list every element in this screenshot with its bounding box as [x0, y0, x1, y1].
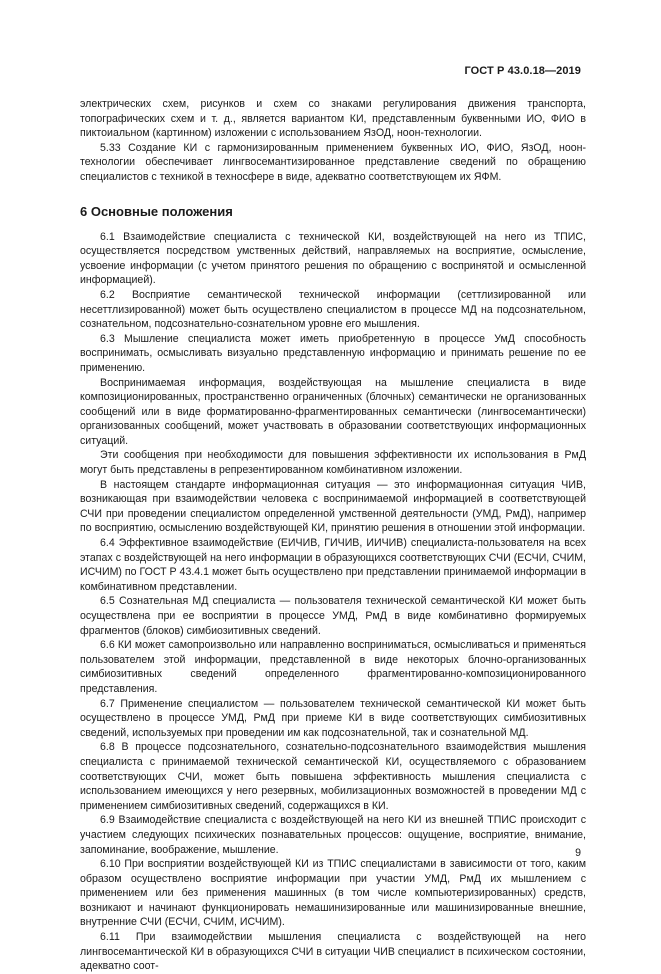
paragraph: 6.11 При взаимодействии мышления специалиста с воздействующей на него лингвосемантической КИ в образующихся СЧИ в ситуации ЧИВ специалист в психическом состоянии, адекватно соот-	[80, 931, 586, 973]
section-title: 6 Основные положения	[80, 203, 233, 219]
intro-paragraph: 5.33 Создание КИ с гармонизированным применением буквенных ИО, ФИО, ЯзОД, ноон-технологии обеспечивает лингвосемантизированное представление сведений по обращению специалистов с техникой в техносфере в виде, адекватно соответствующем их ЯФМ.	[80, 141, 586, 183]
paragraph: Воспринимаемая информация, воздействующая на мышление специалиста в виде композиционированных, пространственно ограниченных (блочных) семантически не организованных сообщений или в виде форматированно-фрагментированных семантически (лингвосемантически) организованных сообщений, может участвовать в образовании соответствующих информационных ситуаций.	[80, 376, 586, 447]
standard-header: ГОСТ Р 43.0.18—2019	[464, 65, 581, 77]
page-number: 9	[575, 847, 581, 859]
paragraph: 6.4 Эффективное взаимодействие (ЕИЧИВ, ГИЧИВ, ИИЧИВ) специалиста-пользователя на всех этапах с воздействующей на него информации в образующихся соответствующих СЧИ (ЕСЧИ, СЧИМ, ИСЧИМ) по ГОСТ Р 43.4.1 может быть осуществлено при представлении принимаемой информации в комбинативном представлении.	[80, 537, 586, 593]
paragraph: 6.1 Взаимодействие специалиста с технической КИ, воздействующей на него из ТПИС, осуществляется посредством умственных действий, направляемых на восприятие, осмысление, усвоение информации (с учетом принятого решения по обращению с воспринятой и осмысленной информацией).	[80, 230, 586, 287]
paragraph: 6.6 КИ может самопроизвольно или направленно восприниматься, осмысливаться и применяться пользователем этой информации, представленной в виде некоторых блочно-организованных симбиозитивных сведений определенного фрагментированно-композиционированного представления.	[80, 639, 586, 695]
paragraph: 6.8 В процессе подсознательного, сознательно-подсознательного взаимодействия мышления специалиста с принимаемой технической семантической КИ, осуществляемого с образованием соответствующих СЧИ, может быть повышена эффективность мышления специалиста с использованием имеющихся у него резервных, мобилизационных возможностей в проведении МД с применением симбиозитивных сведений, содержащихся в КИ.	[80, 741, 586, 812]
intro-paragraph: электрических схем, рисунков и схем со знаками регулирования движения транспорта, топографических схем и т. д., является вариантом КИ, представленным буквенными ИО, ФИО в пиктоиальном (картинном) изложении с использованием ЯзОД, ноон-технологии.	[80, 98, 586, 140]
paragraph: Эти сообщения при необходимости для повышения эффективности их использования в РмД могут быть представлены в репрезентированном комбинативном изложении.	[80, 449, 586, 477]
paragraph: 6.2 Восприятие семантической технической информации (сеттлизированной или несеттлизированной) может быть осуществлено специалистом в процессе МД на подсознательном, сознательном, подсознательно-сознательном уровне его мышления.	[80, 288, 586, 331]
paragraph: В настоящем стандарте информационная ситуация — это информационная ситуация ЧИВ, возникающая при взаимодействии человека с воспринимаемой информацией в соответствующей СЧИ при проведении специалистом определенной умственной деятельности (УМД, РмД), например по восприятию, осмыслению воздействующей КИ, принятию решения в отношении этой информации.	[80, 478, 586, 535]
paragraph: 6.9 Взаимодействие специалиста с воздействующей на него КИ из внешней ТПИС происходит с участием следующих психических познавательных процессов: ощущение, восприятие, внимание, запоминание, воображение, мышление.	[80, 814, 586, 856]
paragraph: 6.3 Мышление специалиста может иметь приобретенную в процессе УмД способность воспринимать, осмысливать визуально представленную информацию и принимать решение по ее применению.	[80, 332, 586, 374]
page-body	[80, 97, 586, 974]
paragraph: 6.7 Применение специалистом — пользователем технической семантической КИ может быть осуществлено в процессе УМД, РмД при приеме КИ в виде соответствующих симбиозитивных сведений, используемых при проведении им как подсознательной, так и сознательной МД.	[80, 697, 586, 739]
paragraph: 6.5 Сознательная МД специалиста — пользователя технической семантической КИ может быть осуществлена при ее восприятии в процессе УМД, РмД в виде комбинативно формируемых фрагментов (блоков) симбиозитивных сведений.	[80, 595, 586, 637]
paragraph: 6.10 При восприятии воздействующей КИ из ТПИС специалистами в зависимости от того, каким образом осуществлено восприятие информации при участии УМД, РмД их мышлением с применением или без применения машинных (в том числе компьютеризированных) средств, возникают и начинают функционировать немашинизированные или машинизированные внешние, внутренние СЧИ (ЕСЧИ, СЧИМ, ИСЧИМ).	[80, 858, 586, 929]
